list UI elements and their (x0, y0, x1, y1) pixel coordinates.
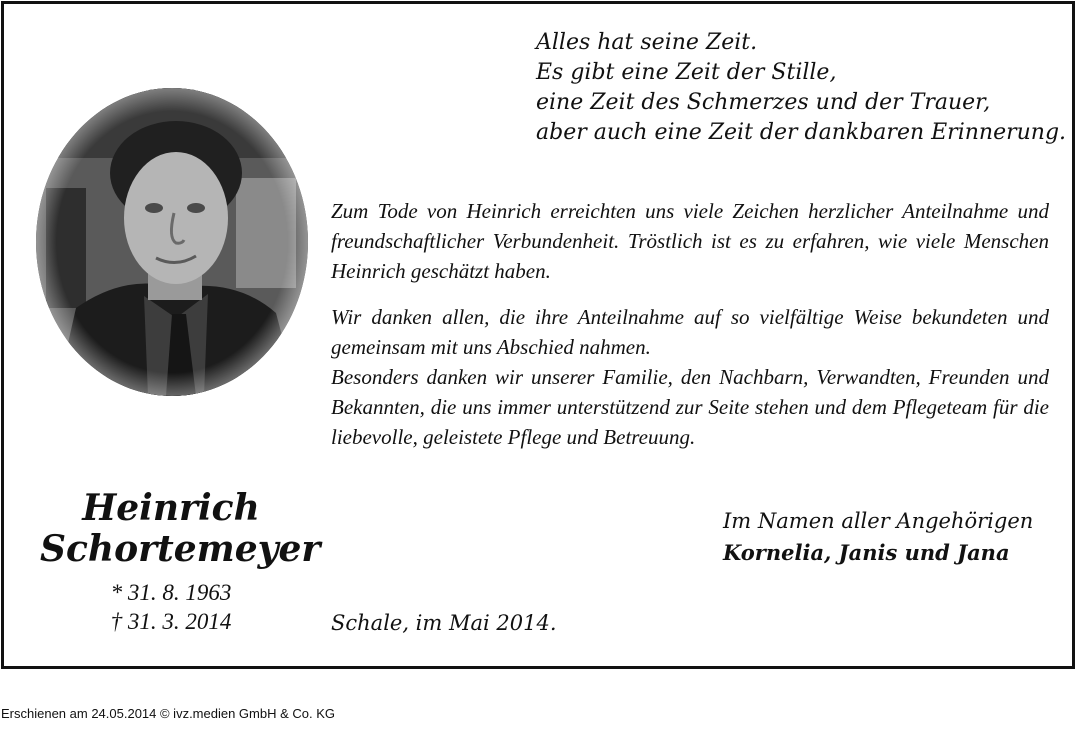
deceased-name (40, 487, 321, 570)
signature (723, 505, 1053, 569)
portrait-photo (36, 88, 308, 396)
signature-names: Kornelia, Janis und Jana (723, 540, 1010, 565)
thanks-paragraph-1: Zum Tode von Heinrich erreichten uns viele Zeichen herzlicher Anteilnahme und freundschaftlicher Verbundenheit. Tröstlich ist es zu erfahren, wie viele Menschen Heinrich geschätzt haben. (331, 199, 1049, 283)
publication-footer: Erschienen am 24.05.2014 © ivz.medien GmbH & Co. KG (1, 706, 336, 721)
place-date: Schale, im Mai 2014. (331, 611, 557, 635)
poem-line: Alles hat seine Zeit. (536, 30, 758, 55)
poem-line: Es gibt eine Zeit der Stille, (536, 60, 837, 85)
portrait-vignette (36, 88, 308, 396)
deceased-last-name: Schortemeyer (40, 528, 321, 570)
signature-intro: Im Namen aller Angehörigen (723, 509, 1034, 533)
poem (536, 28, 1067, 148)
death-date: † 31. 3. 2014 (110, 609, 232, 634)
thanks-paragraph-2: Wir danken allen, die ihre Anteilnahme auf so vielfältige Weise bekundeten und gemeinsam mit uns Abschied nahmen. (331, 305, 1049, 359)
poem-line: eine Zeit des Schmerzes und der Trauer, (536, 90, 991, 115)
deceased-first-name: Heinrich (82, 487, 260, 529)
life-dates (86, 578, 256, 636)
thanks-paragraph-3: Besonders danken wir unserer Familie, den Nachbarn, Verwandten, Freunden und Bekannten, die uns immer unterstützend zur Seite stehen und dem Pflegeteam für die liebevolle, geleistete Pflege und Betreuung. (331, 365, 1049, 449)
birth-date: * 31. 8. 1963 (110, 580, 232, 605)
poem-line: aber auch eine Zeit der dankbaren Erinnerung. (536, 120, 1067, 145)
